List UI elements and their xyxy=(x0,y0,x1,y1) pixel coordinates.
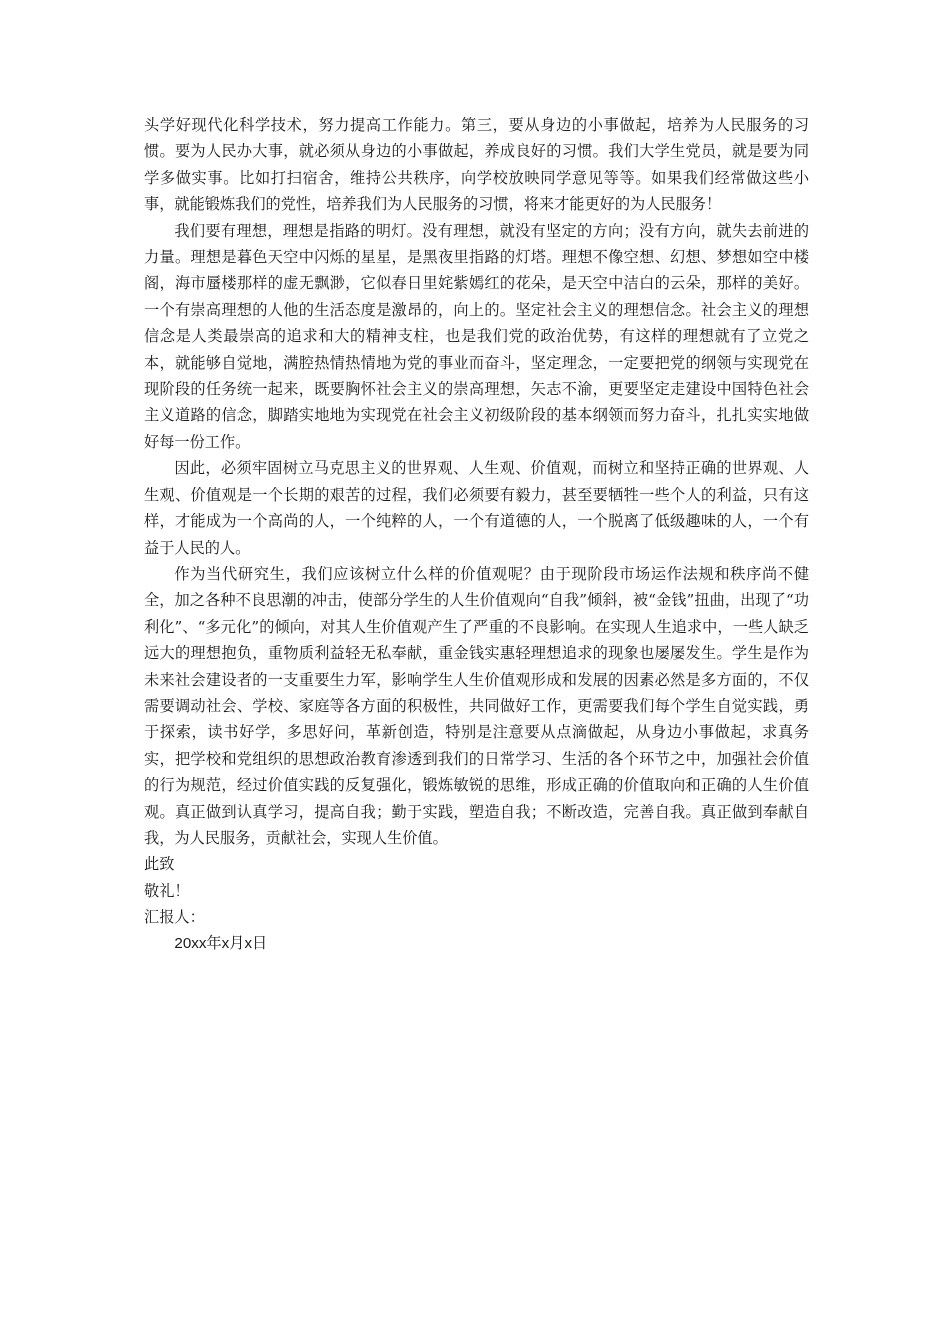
closing-salutation: 此致 xyxy=(144,855,175,874)
document-page xyxy=(144,112,809,957)
closing-respect: 敬礼！ xyxy=(144,881,190,900)
reporter-label: 汇报人： xyxy=(144,908,205,927)
report-date: 20xx年x月x日 xyxy=(174,934,268,952)
body-paragraph-4: 作为当代研究生，我们应该树立什么样的价值观呢？由于现阶段市场运作法规和秩序尚不健全，加之各种不良思潮的冲击，使部分学生的人生价值观向“自我”倾斜，被“金钱”扭曲，出现了“功利化”、“多元化”的倾向，对其人生价值观产生了严重的不良影响。在实现人生追求中，一些人缺乏远大的理想抱负，重物质利益轻无私奉献，重金钱实惠轻理想追求的现象也屡屡发生。学生是作为未来社会建设者的一支重要生力军，影响学生人生价值观形成和发展的因素必然是多方面的，不仅需要调动社会、学校、家庭等各方面的积极性，共同做好工作，更需要我们每个学生自觉实践，勇于探索，读书好学，多思好问，革新创造，特别是注意要从点滴做起，从身边小事做起，求真务实，把学校和党组织的思想政治教育渗透到我们的日常学习、生活的各个环节之中，加强社会价值的行为规范，经过价值实践的反复强化，锻炼敏锐的思维，形成正确的价值取向和正确的人生价值观。真正做到认真学习，提高自我；勤于实践，塑造自我；不断改造，完善自我。真正做到奉献自我，为人民服务，贡献社会，实现人生价值。 xyxy=(144,564,809,847)
body-paragraph-1: 头学好现代化科学技术，努力提高工作能力。第三，要从身边的小事做起，培养为人民服务的习惯。要为人民办大事，就必须从身边的小事做起，养成良好的习惯。我们大学生党员，就是要为同学多做实事。比如打扫宿舍，维持公共秩序，向学校放映同学意见等等。如果我们经常做这些小事，就能锻炼我们的党性，培养我们为人民服务的习惯，将来才能更好的为人民服务！ xyxy=(144,116,809,214)
body-paragraph-2: 我们要有理想，理想是指路的明灯。没有理想，就没有坚定的方向；没有方向，就失去前进的力量。理想是暮色天空中闪烁的星星，是黑夜里指路的灯塔。理想不像空想、幻想、梦想如空中楼阁，海市蜃楼那样的虚无飘渺，它似春日里姹紫嫣红的花朵，是天空中洁白的云朵，那样的美好。一个有崇高理想的人他的生活态度是激昂的，向上的。坚定社会主义的理想信念。社会主义的理想信念是人类最崇高的追求和大的精神支柱，也是我们党的政治优势，有这样的理想就有了立党之本，就能够自觉地，满腔热情热情地为党的事业而奋斗，坚定理念，一定要把党的纲领与实现党在现阶段的任务统一起来，既要胸怀社会主义的崇高理想，矢志不渝，更要坚定走建设中国特色社会主义道路的信念，脚踏实地地为实现党在社会主义初级阶段的基本纲领而努力奋斗，扎扎实实地做好每一份工作。 xyxy=(144,221,809,451)
body-paragraph-3: 因此，必须牢固树立马克思主义的世界观、人生观、价值观，而树立和坚持正确的世界观、人生观、价值观是一个长期的艰苦的过程，我们必须要有毅力，甚至要牺牲一些个人的利益，只有这样，才能成为一个高尚的人，一个纯粹的人，一个有道德的人，一个脱离了低级趣味的人，一个有益于人民的人。 xyxy=(144,459,809,557)
